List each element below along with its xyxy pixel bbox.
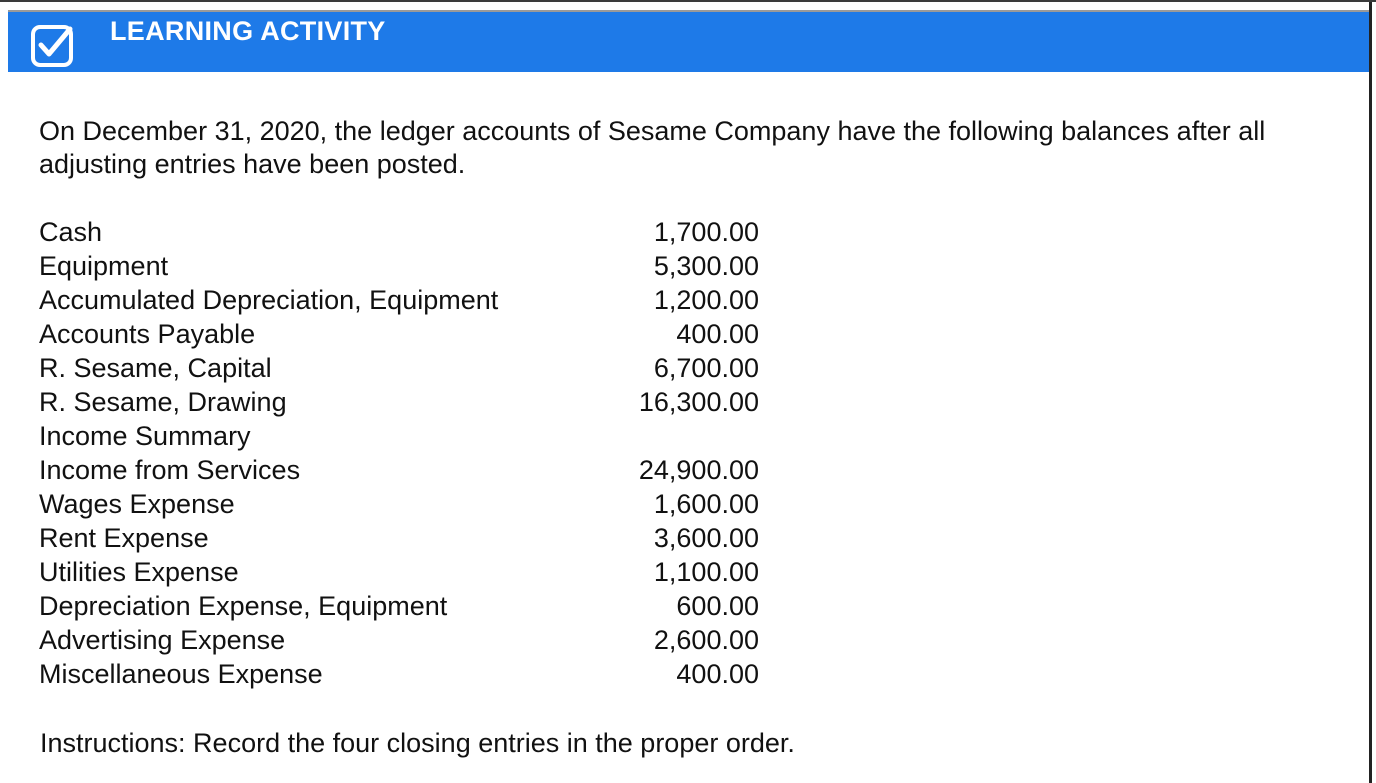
checkbox-checked-icon [30,24,74,68]
table-row [39,521,759,555]
account-balance: 1,600.00 [653,489,759,519]
account-name: Advertising Expense [39,625,286,655]
account-balance: 6,700.00 [653,353,759,383]
account-name: Miscellaneous Expense [39,659,323,689]
table-row [39,351,759,385]
intro-paragraph: On December 31, 2020, the ledger accounts of Sesame Company have the following balances after all adjusting entries have been posted. [39,116,1266,179]
instructions-text: Instructions: Record the four closing entries in the proper order. [40,728,795,758]
table-row [39,385,759,419]
table-row [39,623,759,657]
account-balance [603,419,759,453]
account-name: Rent Expense [39,523,209,553]
account-name: Cash [39,217,103,247]
table-row [39,657,759,691]
table-row [39,283,759,317]
account-name: Accounts Payable [39,319,256,349]
account-balance: 16,300.00 [638,387,759,417]
account-name: Equipment [39,251,169,281]
account-name: Wages Expense [39,489,235,519]
table-row [39,555,759,589]
account-balance: 400.00 [676,659,759,689]
page-right-border [1369,2,1372,783]
ledger-balances-table [39,215,759,691]
account-name: Depreciation Expense, Equipment [39,591,448,621]
account-name: Accumulated Depreciation, Equipment [39,285,499,315]
activity-header [8,10,1369,72]
table-row [39,589,759,623]
account-balance: 5,300.00 [653,251,759,281]
table-row [39,317,759,351]
table-row [39,215,759,249]
account-balance: 600.00 [676,591,759,621]
account-name: R. Sesame, Capital [39,353,272,383]
account-balance: 1,100.00 [653,557,759,587]
account-balance: 3,600.00 [653,523,759,553]
table-row [39,487,759,521]
account-balance: 2,600.00 [653,625,759,655]
activity-title: LEARNING ACTIVITY [110,16,386,46]
account-name: Utilities Expense [39,557,239,587]
account-balance: 1,200.00 [653,285,759,315]
account-name: Income Summary [39,421,251,451]
table-row [39,249,759,283]
account-balance: 1,700.00 [653,217,759,247]
table-row [39,453,759,487]
table-row [39,419,759,453]
account-name: R. Sesame, Drawing [39,387,287,417]
account-balance: 24,900.00 [638,455,759,485]
account-balance: 400.00 [676,319,759,349]
account-name: Income from Services [39,455,301,485]
